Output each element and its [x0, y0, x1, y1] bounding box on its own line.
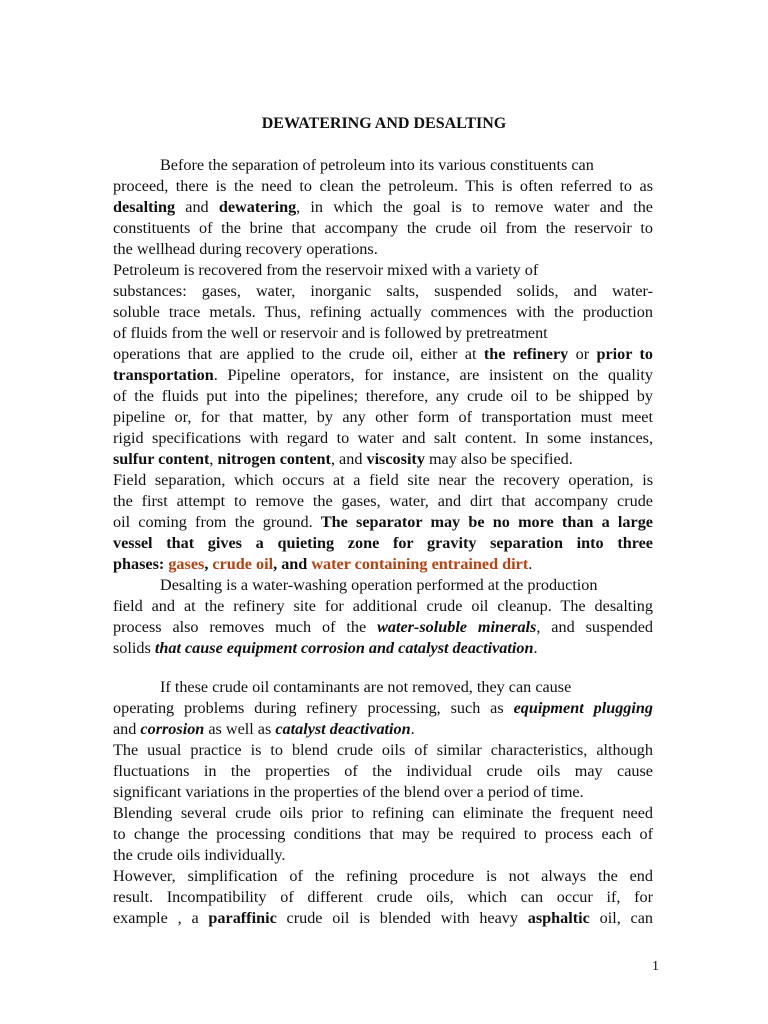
text-line [160, 677, 653, 698]
text-segment: dewatering [218, 198, 297, 216]
text-segment: . [528, 555, 533, 573]
text-line [113, 554, 653, 575]
text-segment: transportation [113, 366, 214, 384]
text-segment: If these crude oil contaminants are not removed, they can cause [160, 678, 572, 696]
text-line [113, 845, 653, 866]
text-segment: as well as [204, 720, 276, 738]
text-line [113, 323, 653, 344]
text-segment: constituents of the brine that accompany the crude oil from the reservoir to [113, 219, 653, 237]
text-segment: . [533, 639, 538, 657]
text-segment: Field separation, which occurs at a field site near the recovery operation, is [113, 471, 653, 489]
text-segment: , and [330, 450, 367, 468]
text-segment: pipeline or, for that matter, by any other form of transportation must meet [113, 408, 653, 426]
text-segment: the wellhead during recovery operations. [113, 240, 378, 258]
text-segment: The usual practice is to blend crude oils of similar characteristics, although [113, 741, 653, 759]
text-line [113, 908, 653, 929]
text-line [113, 470, 653, 491]
text-segment: asphaltic [527, 909, 590, 927]
text-line [113, 866, 653, 887]
text-line [113, 344, 653, 365]
text-segment: water containing entrained dirt [311, 555, 529, 573]
text-line [160, 155, 653, 176]
text-segment: desalting [113, 198, 176, 216]
text-segment: to change the processing conditions that may be required to process each of [113, 825, 653, 843]
text-segment: The separator may be no more than a large [320, 513, 653, 531]
text-segment: and [175, 198, 219, 216]
text-line [113, 428, 653, 449]
text-segment: prior to [596, 345, 653, 363]
text-segment: operations that are applied to the crude oil, either at [113, 345, 484, 363]
text-segment: of the fluids put into the pipelines; therefore, any crude oil to be shipped by [113, 387, 653, 405]
text-segment: gases [168, 555, 205, 573]
text-segment: , and [273, 555, 312, 573]
text-line [113, 698, 653, 719]
text-segment: or [568, 345, 597, 363]
text-segment: water-soluble minerals [377, 618, 537, 636]
text-segment: that cause equipment corrosion and catalyst deactivation [154, 639, 534, 657]
text-line [113, 491, 653, 512]
text-segment: example , a [113, 909, 209, 927]
text-segment: operating problems during refinery processing, such as [113, 699, 514, 717]
text-line [113, 512, 653, 533]
text-line [113, 302, 653, 323]
text-segment: field and at the refinery site for additional crude oil cleanup. The desalting [113, 597, 653, 615]
text-line [113, 617, 653, 638]
text-line [113, 824, 653, 845]
text-line [113, 176, 653, 197]
document-title: DEWATERING AND DESALTING [261, 115, 507, 132]
text-segment: result. Incompatibility of different crude oils, which can occur if, for [113, 888, 653, 906]
text-segment: , [209, 450, 218, 468]
text-segment: corrosion [140, 720, 205, 738]
text-segment: crude oil [212, 555, 274, 573]
page-number: 1 [652, 959, 659, 974]
text-segment: sulfur content [113, 450, 210, 468]
text-segment: , [204, 555, 213, 573]
text-line [113, 740, 653, 761]
text-segment: solids [113, 639, 155, 657]
text-segment: . Pipeline operators, for instance, are insistent on the quality [213, 366, 653, 384]
text-line [113, 260, 653, 281]
text-segment: viscosity [366, 450, 425, 468]
text-segment: equipment plugging [513, 699, 653, 717]
text-line [113, 365, 653, 386]
text-segment: rigid specifications with regard to water and salt content. In some instances, [113, 429, 653, 447]
text-segment: fluctuations in the properties of the individual crude oils may cause [113, 762, 653, 780]
text-segment: Before the separation of petroleum into its various constituents can [160, 156, 594, 174]
text-segment: catalyst deactivation [275, 720, 411, 738]
text-line [113, 407, 653, 428]
text-segment: significant variations in the properties of the blend over a period of time. [113, 783, 584, 801]
text-line [160, 575, 653, 596]
text-segment: and [113, 720, 141, 738]
text-segment: However, simplification of the refining procedure is not always the end [113, 867, 653, 885]
text-segment: may also be specified. [424, 450, 573, 468]
text-line [113, 449, 653, 470]
text-segment: Petroleum is recovered from the reservoir mixed with a variety of [113, 261, 539, 279]
text-line [113, 218, 653, 239]
text-line [113, 761, 653, 782]
text-segment: the crude oils individually. [113, 846, 286, 864]
text-segment: nitrogen content [217, 450, 331, 468]
text-line [113, 638, 653, 659]
text-segment: substances: gases, water, inorganic salts, suspended solids, and water- [113, 282, 653, 300]
text-line [113, 596, 653, 617]
text-line [113, 281, 653, 302]
text-segment: , and suspended [536, 618, 654, 636]
text-line [113, 386, 653, 407]
text-line [113, 782, 653, 803]
text-line [113, 887, 653, 908]
text-segment: Blending several crude oils prior to refining can eliminate the frequent need [113, 804, 653, 822]
text-segment: . [410, 720, 415, 738]
text-segment: paraffinic [208, 909, 277, 927]
text-line [113, 533, 653, 554]
text-segment: proceed, there is the need to clean the petroleum. This is often referred to as [113, 177, 653, 195]
text-line [113, 803, 653, 824]
text-segment: process also removes much of the [113, 618, 378, 636]
text-segment: the refinery [483, 345, 569, 363]
text-segment: oil coming from the ground. [113, 513, 321, 531]
text-segment: phases: [113, 555, 169, 573]
text-line [113, 197, 653, 218]
text-segment: Desalting is a water-washing operation performed at the production [160, 576, 598, 594]
text-line [113, 719, 653, 740]
text-segment: oil, can [589, 909, 653, 927]
text-segment: soluble trace metals. Thus, refining actually commences with the production [113, 303, 653, 321]
text-segment: crude oil is blended with heavy [276, 909, 528, 927]
text-segment: , in which the goal is to remove water and the [296, 198, 653, 216]
text-line [113, 239, 653, 260]
text-segment: the first attempt to remove the gases, water, and dirt that accompany crude [113, 492, 653, 510]
text-segment: vessel that gives a quieting zone for gravity separation into three [113, 534, 653, 552]
text-segment: of fluids from the well or reservoir and is followed by pretreatment [113, 324, 548, 342]
